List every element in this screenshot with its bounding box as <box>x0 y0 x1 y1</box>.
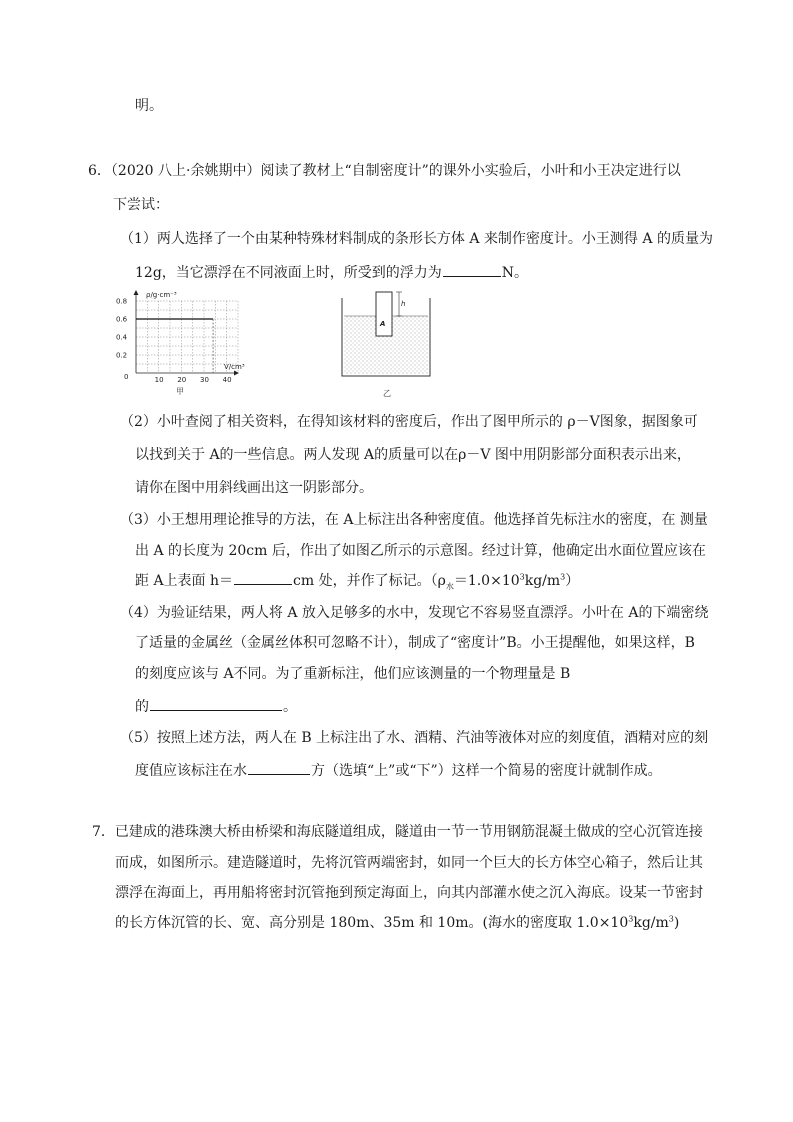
q6-part4-line-1: （4）为验证结果，两人将 A 放入足够多的水中，发现它不容易竖直漂浮。小叶在 A的下端密绕 <box>120 605 709 621</box>
y-tick-label: 0.8 <box>116 297 128 306</box>
y-tick-label: 0.2 <box>116 351 128 360</box>
y-tick-label: 0.4 <box>116 333 128 342</box>
chart-grid <box>136 301 238 373</box>
q6-source: （2020 八上·余姚期中） <box>110 163 261 179</box>
y-tick-label: 0.6 <box>116 315 128 324</box>
figure-yi-container-diagram <box>338 288 438 400</box>
figure-jia-rho-v-chart <box>112 287 245 399</box>
q6-part3-line-1: （3）小王想用理论推导的方法，在 A上标注出各种密度值。他选择首先标注水的密度，在 测量 <box>120 512 708 528</box>
q6-part1-line-2: 12g，当它漂浮在不同液面上时，所受到的浮力为 N。 <box>135 262 528 283</box>
q6-intro-line-1: 6．（2020 八上·余姚期中）阅读了教材上“自制密度计”的课外小实验后，小叶和小王决定进行以 <box>88 163 681 179</box>
q6-part2-line-3: 请你在图中用斜线画出这一阴影部分。 <box>135 480 373 496</box>
q7-line-4: 的长方体沉管的长、宽、高分别是 180m、35m 和 10m。(海水的密度取 $1.0\times 10^3kg/m^3$) <box>115 914 680 931</box>
q6-part2-line-1: （2）小叶查阅了相关资料，在得知该材料的密度后，作出了图甲所示的 ρ－V图象，据图象可 <box>120 414 698 430</box>
q7-line-2: 而成，如图所示。建造隧道时，先将沉管两端密封，如同一个巨大的长方体空心箱子，然后让其 <box>115 855 703 871</box>
answer-blank-buoyancy[interactable] <box>443 262 501 277</box>
y-axis-label: ρ/g·cm⁻³ <box>146 291 177 299</box>
q6-part1-line-1: （1）两人选择了一个由某种特殊材料制成的条形长方体 A 来制作密度计。小王测得 A 的质量为 <box>120 231 713 247</box>
origin-label: 0 <box>124 373 129 381</box>
answer-blank-h[interactable] <box>234 570 292 585</box>
q6-part5-num: （5） <box>120 730 157 746</box>
q6-number: 6． <box>88 163 111 179</box>
q6-part3-num: （3） <box>120 512 157 528</box>
q6-part4-line-3: 的刻度应该与 A不同。为了重新标注，他们应该测量的一个物理量是 B <box>135 666 571 682</box>
q6-part4-num: （4） <box>120 605 157 621</box>
h-label: h <box>401 300 406 308</box>
answer-blank-quantity[interactable] <box>150 696 282 711</box>
q6-part1-num: （1） <box>120 231 157 247</box>
x-tick-label: 40 <box>222 376 232 384</box>
q6-intro-line-2: 下尝试： <box>113 197 169 213</box>
q7-line-1: 7．已建成的港珠澳大桥由桥梁和海底隧道组成，隧道由一节一节用钢筋混凝土做成的空心沉管连接 <box>92 824 703 840</box>
block-a <box>376 292 392 336</box>
q6-part2-line-2: 以找到关于 A的一些信息。两人发现 A的质量可以在ρ－V 图中用阴影部分面积表示出来， <box>135 447 691 463</box>
block-a-label: A <box>380 320 386 328</box>
q6-part5-line-2: 度值应该标注在水 方（选填“上”或“下”）这样一个简易的密度计就制作成。 <box>135 760 662 781</box>
q7-number: 7． <box>92 824 115 840</box>
x-tick-label: 30 <box>200 376 209 384</box>
q6-part4-line-4: 的 。 <box>135 696 297 717</box>
x-axis-label: V/cm³ <box>224 363 245 371</box>
continued-text: 明。 <box>135 98 163 114</box>
q6-part3-line-2: 出 A 的长度为 20cm 后，作出了如图乙所示的示意图。经过计算，他确定出水面位置应该在 <box>135 543 706 559</box>
q6-part5-line-1: （5）按照上述方法，两人在 B 上标注出了水、酒精、汽油等液体对应的刻度值，酒精对应的刻 <box>120 730 709 746</box>
q6-part3-line-3: 距 A上表面 h＝ cm 处，并作了标记。$(\rho_水=1.0\times 10^3kg/m^3)$ <box>135 570 579 591</box>
q6-part4-line-2: 了适量的金属丝（金属丝体积可忽略不计），制成了“密度计”B。小王提醒他，如果这样，B <box>135 635 695 651</box>
y-axis-arrow <box>134 290 139 295</box>
x-tick-label: 10 <box>154 376 164 384</box>
answer-blank-direction[interactable] <box>248 760 310 775</box>
q6-part2-num: （2） <box>120 414 157 430</box>
q7-line-3: 漂浮在海面上，再用船将密封沉管拖到预定海面上，向其内部灌水使之沉入海底。设某一节密封 <box>115 885 703 901</box>
figure-yi-caption: 乙 <box>383 389 391 398</box>
chart-tick-labels <box>116 298 232 385</box>
x-tick-label: 20 <box>177 376 187 384</box>
figure-jia-caption: 甲 <box>176 387 184 396</box>
